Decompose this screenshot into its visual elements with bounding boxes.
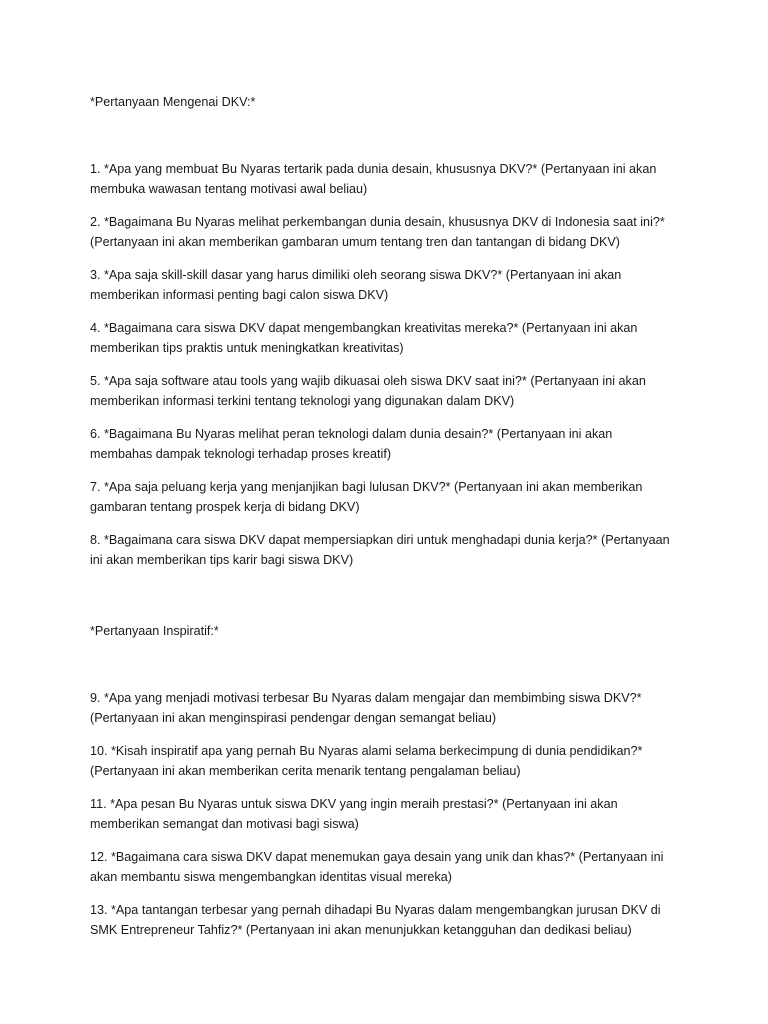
- section-heading-inspiratif: *Pertanyaan Inspiratif:*: [90, 624, 219, 638]
- spacer: [90, 641, 678, 688]
- question-item: 2. *Bagaimana Bu Nyaras melihat perkembangan dunia desain, khususnya DKV di Indonesia saat ini?* (Pertanyaan ini akan memberikan gambaran umum tentang tren dan tantangan di bidang DKV): [90, 215, 665, 249]
- question-item: 12. *Bagaimana cara siswa DKV dapat menemukan gaya desain yang unik dan khas?* (Pertanyaan ini akan membantu siswa mengembangkan identitas visual mereka): [90, 850, 664, 884]
- question-item: 5. *Apa saja software atau tools yang wajib dikuasai oleh siswa DKV saat ini?* (Pertanyaan ini akan memberikan informasi terkini tentang teknologi yang digunakan dalam DKV): [90, 374, 646, 408]
- question-item: 8. *Bagaimana cara siswa DKV dapat mempersiapkan diri untuk menghadapi dunia kerja?* (Pertanyaan ini akan memberikan tips karir bagi siswa DKV): [90, 533, 670, 567]
- question-item: 13. *Apa tantangan terbesar yang pernah dihadapi Bu Nyaras dalam mengembangkan jurusan DKV di SMK Entrepreneur Tahfiz?* (Pertanyaan ini akan menunjukkan ketangguhan dan dedikasi beliau): [90, 903, 661, 937]
- question-item: 10. *Kisah inspiratif apa yang pernah Bu Nyaras alami selama berkecimpung di dunia pendidikan?* (Pertanyaan ini akan memberikan cerita menarik tentang pengalaman beliau): [90, 744, 643, 778]
- question-item: 4. *Bagaimana cara siswa DKV dapat mengembangkan kreativitas mereka?* (Pertanyaan ini akan memberikan tips praktis untuk meningkatkan kreativitas): [90, 321, 638, 355]
- question-item: 1. *Apa yang membuat Bu Nyaras tertarik pada dunia desain, khususnya DKV?* (Pertanyaan ini akan membuka wawasan tentang motivasi awal beliau): [90, 162, 657, 196]
- question-item: 3. *Apa saja skill-skill dasar yang harus dimiliki oleh seorang siswa DKV?* (Pertanyaan ini akan memberikan informasi penting bagi calon siswa DKV): [90, 268, 622, 302]
- question-item: 9. *Apa yang menjadi motivasi terbesar Bu Nyaras dalam mengajar dan membimbing siswa DKV?* (Pertanyaan ini akan menginspirasi pendengar dengan semangat beliau): [90, 691, 642, 725]
- question-item: 11. *Apa pesan Bu Nyaras untuk siswa DKV yang ingin meraih prestasi?* (Pertanyaan ini akan memberikan semangat dan motivasi bagi siswa): [90, 797, 618, 831]
- question-item: 7. *Apa saja peluang kerja yang menjanjikan bagi lulusan DKV?* (Pertanyaan ini akan memberikan gambaran tentang prospek kerja di bidang DKV): [90, 480, 643, 514]
- question-item: 6. *Bagaimana Bu Nyaras melihat peran teknologi dalam dunia desain?* (Pertanyaan ini akan membahas dampak teknologi terhadap proses kreatif): [90, 427, 613, 461]
- spacer: [90, 583, 678, 621]
- spacer: [90, 112, 678, 159]
- section-heading-dkv: *Pertanyaan Mengenai DKV:*: [90, 95, 256, 109]
